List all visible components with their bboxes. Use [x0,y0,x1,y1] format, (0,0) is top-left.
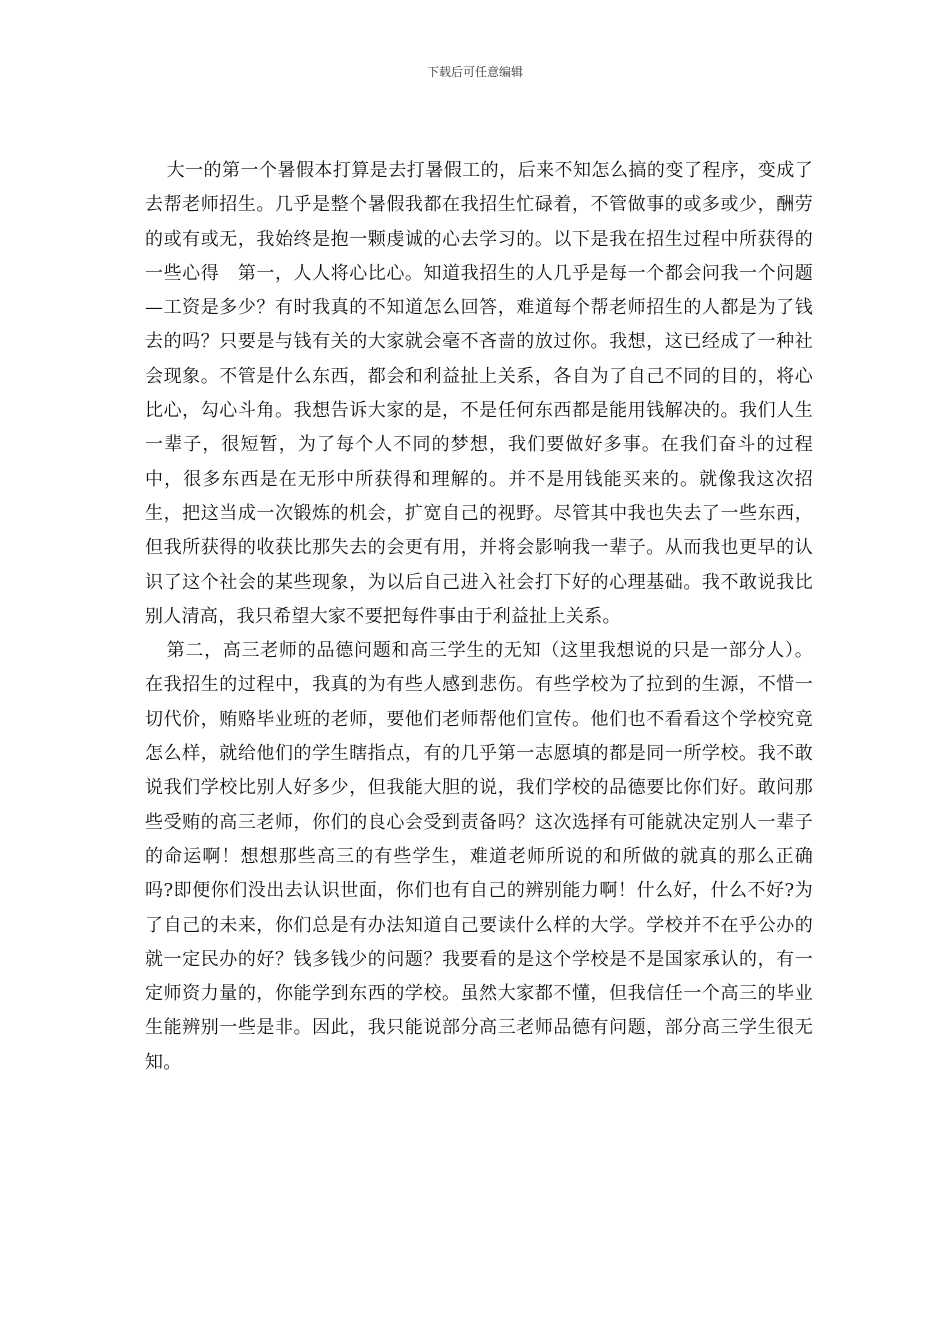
page-header: 下载后可任意编辑 [426,65,523,79]
paragraph-2: 第二，高三老师的品德问题和高三学生的无知（这里我想说的只是一部分人）。在我招生的过程中，我真的为有些人感到悲伤。有些学校为了拉到的生源，不惜一切代价，贿赂毕业班的老师，要他们老师帮他们宣传。他们也不看看这个学校究竟怎么样，就给他们的学生瞎指点，有的几乎第一志愿填的都是同一所学校。我不敢说我们学校比别人好多少，但我能大胆的说，我们学校的品德要比你们好。敢问那些受贿的高三老师，你们的良心会受到责备吗？这次选择有可能就决定别人一辈子的命运啊！想想那些高三的有些学生，难道老师所说的和所做的就真的那么正确吗?即便你们没出去认识世面，你们也有自己的辨别能力啊！什么好，什么不好?为了自己的未来，你们总是有办法知道自己要读什么样的大学。学校并不在乎公办的就一定民办的好？钱多钱少的问题？我要看的是这个学校是不是国家承认的，有一定师资力量的，你能学到东西的学校。虽然大家都不懂，但我信任一个高三的毕业生能辨别一些是非。因此，我只能说部分高三老师品德有问题，部分高三学生很无知。 [145,640,813,1073]
document-body [145,154,813,1080]
paragraph-1: 大一的第一个暑假本打算是去打暑假工的，后来不知怎么搞的变了程序，变成了去帮老师招生。几乎是整个暑假我都在我招生忙碌着，不管做事的或多或少，酬劳的或有或无，我始终是抱一颗虔诚的心去学习的。以下是我在招生过程中所获得的一些心得 第一，人人将心比心。知道我招生的人几乎是每一个都会问我一个问题—工资是多少？有时我真的不知道怎么回答，难道每个帮老师招生的人都是为了钱去的吗？只要是与钱有关的大家就会毫不吝啬的放过你。我想，这已经成了一种社会现象。不管是什么东西，都会和利益扯上关系，各自为了自己不同的目的，将心比心，勾心斗角。我想告诉大家的是，不是任何东西都是能用钱解决的。我们人生一辈子，很短暂，为了每个人不同的梦想，我们要做好多事。在我们奋斗的过程中，很多东西是在无形中所获得和理解的。并不是用钱能买来的。就像我这次招生，把这当成一次锻炼的机会，扩宽自己的视野。尽管其中我也失去了一些东西，但我所获得的收获比那失去的会更有用，并将会影响我一辈子。从而我也更早的认识了这个社会的某些现象，为以后自己进入社会打下好的心理基础。我不敢说我比别人清高，我只希望大家不要把每件事由于利益扯上关系。 [145,160,813,627]
